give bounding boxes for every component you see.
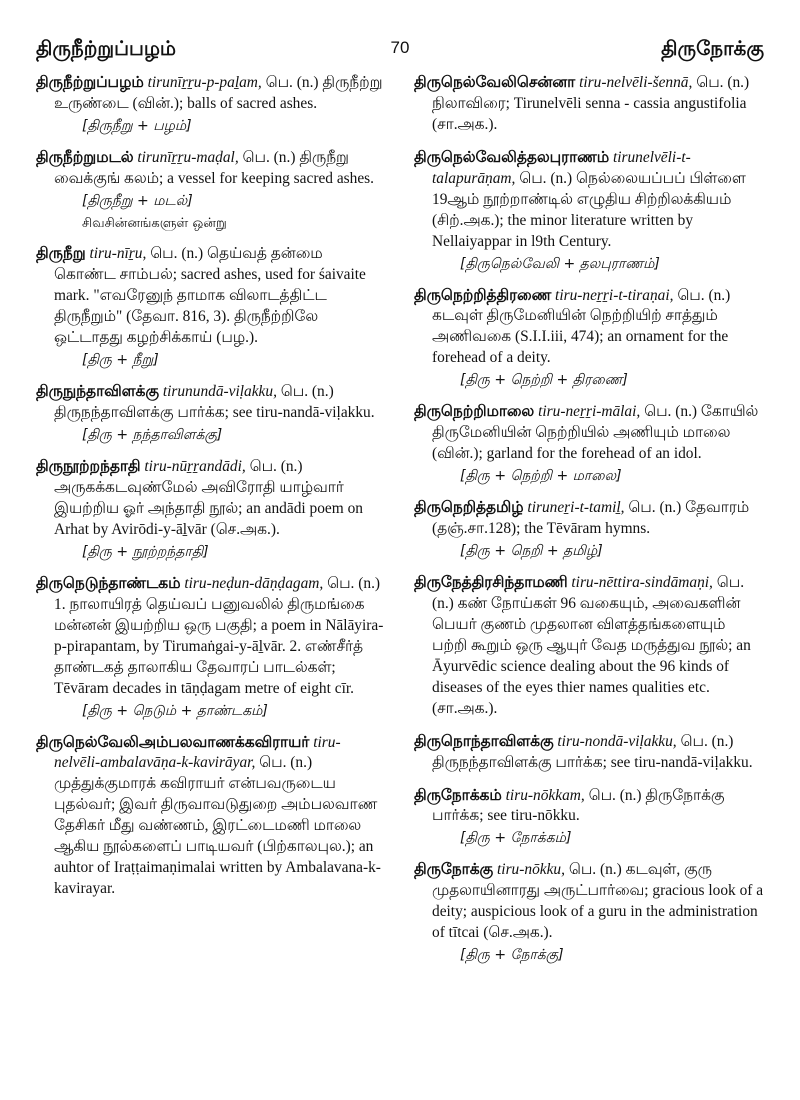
dictionary-entry — [414, 859, 764, 965]
entry-transliteration: tiru-nūṟṟandādi, — [144, 458, 246, 476]
entry-transliteration: tirunundā-viḷakku, — [162, 383, 277, 401]
entry-transliteration: tiru-nīṟu, — [89, 245, 147, 263]
entry-headword: திருநோக்கு — [414, 860, 494, 879]
entry-etymology: [திருநீறு + பழம்] — [82, 117, 192, 134]
entry-definition: பெ. (n.) கடவுள் திருமேனியின் நெற்றியிற் சாத்தும் அணிவகை (S.I.I.iii, 474); an ornament for the forehead of a deity. — [432, 286, 731, 367]
left-column — [36, 72, 386, 976]
entry-etymology: [திரு + நந்தாவிளக்கு] — [82, 427, 223, 444]
entry-definition: பெ. (n.) தேவாரம் (தஞ்.சா.128); the Tēvāram hymns. — [432, 499, 750, 538]
entry-definition: பெ. (n.) அருகக்கடவுண்மேல் அவிரோதி யாழ்வார் இயற்றிய ஓர் அந்தாதி நூல்; an andādi poem on Arhat by Avirōdi-y-āḻvār (செ.அக.). — [54, 458, 363, 538]
entry-etymology: [திரு + நோக்கு] — [460, 947, 564, 964]
entry-etymology: [திரு + நீறு] — [82, 352, 159, 369]
entry-headword: திருநெல்வேலித்தலபுராணம் — [414, 147, 610, 166]
page-number: 70 — [390, 38, 410, 57]
entry-transliteration: tirunelvēli-t-talapurāṇam, — [432, 148, 691, 187]
entry-etymology: [திரு + நூற்றந்தாதி] — [82, 543, 209, 560]
entry-etymology: [திருநெல்வேலி + தலபுராணம்] — [460, 255, 660, 272]
header-right-guideword: திருநோக்கு — [661, 36, 764, 60]
dictionary-entry — [414, 147, 764, 274]
dictionary-entry — [414, 785, 764, 849]
entry-headword: திருநொந்தாவிளக்கு — [414, 731, 554, 750]
entry-headword: திருநெடுந்தாண்டகம் — [36, 573, 181, 592]
dictionary-entry — [414, 497, 764, 561]
entry-headword: திருநெற்றித்திரணை — [414, 285, 552, 304]
dictionary-entry — [36, 573, 386, 721]
entry-headword: திருநூற்றந்தாதி — [36, 457, 141, 476]
entry-transliteration: tiru-neṟṟi-t-tiraṇai, — [555, 286, 674, 304]
dictionary-entry — [36, 381, 386, 445]
entry-definition: பெ. (n.) தெய்வத் தன்மை கொண்ட சாம்பல்; sacred ashes, used for śaivaite mark. "எவரேனுந் தாமாக விலாடத்திட்ட திருநீறும்" (தேவா. 816, 3). திருநீற்றிலே ஒட்டாதது கழற்சிக்காய் (பழ.). — [54, 245, 366, 347]
entry-headword: திருநோக்கம் — [414, 785, 502, 804]
entry-definition: பெ. (n.) திருநீறு வைக்குங் கலம்; a vessel for keeping sacred ashes. — [54, 148, 375, 187]
entry-transliteration: tiru-nondā-viḷakku, — [557, 732, 677, 750]
entry-headword: திருநீற்றுப்பழம் — [36, 73, 144, 91]
entry-definition: பெ. (n.) நிலாவிரை; Tirunelvēli senna - cassia angustifolia (சா.அக.). — [432, 74, 750, 133]
entry-transliteration: tiru-nēttira-sindāmaṇi, — [571, 574, 713, 592]
entry-headword: திருநீறு — [36, 244, 86, 263]
entry-etymology: [திரு + நெடும் + தாண்டகம்] — [82, 702, 268, 719]
entry-headword: திருநெற்றிமாலை — [414, 402, 535, 421]
entry-transliteration: tiru-nelvēli-ambalavāṇa-k-kavirāyar, — [54, 733, 341, 772]
entry-transliteration: tiru-nelvēli-šennā, — [579, 74, 693, 91]
entry-headword: திருநெறித்தமிழ் — [414, 498, 524, 517]
page-header — [36, 28, 764, 72]
entry-etymology: [திரு + நெறி + தமிழ்] — [460, 543, 603, 560]
entry-transliteration: tiruneṟi-t-tamiḻ, — [527, 499, 625, 517]
entry-headword: திருநுந்தாவிளக்கு — [36, 382, 159, 401]
dictionary-entry — [36, 456, 386, 562]
entry-definition: பெ. (n.) திருநந்தாவிளக்கு பார்க்க; see tiru-nandā-viḷakku. — [432, 732, 753, 771]
entry-definition: பெ. (n.) நெல்லையப்பப் பிள்ளை 19ஆம் நூற்றாண்டில் எழுதிய சிற்றிலக்கியம் (சிற்.அக.); the minor literature written by Nellaiyappar in l9th Century. — [432, 169, 746, 250]
columns — [36, 72, 764, 976]
entry-etymology: [திரு + நெற்றி + மாலை] — [460, 468, 622, 485]
entry-definition: பெ. (n.) 1. நாலாயிரத் தெய்வப் பனுவலில் திருமங்கை மன்னன் இயற்றிய ஒரு பகுதி; a poem in Nālāyira-p-pirapantam, by Tirumaṅgai-y-āḻvār. 2. எண்சீர்த் தாண்டகத் தாலாகிய தேவாரப் பாடல்கள்; Tēvāram decades in tāṇḍagam metre of eight cīr. — [54, 574, 384, 697]
dictionary-entry — [414, 731, 764, 774]
entry-definition: பெ. (n.) திருநோக்கு பார்க்க; see tiru-nōkku. — [432, 786, 725, 825]
entry-etymology: [திருநீறு + மடல்] — [82, 192, 193, 209]
entry-transliteration: tirunīṟṟu-maḍal, — [137, 148, 239, 166]
entry-definition: பெ. (n.) திருநந்தாவிளக்கு பார்க்க; see tiru-nandā-viḷakku. — [54, 383, 375, 422]
entry-headword: திருநேத்திரசிந்தாமணி — [414, 573, 568, 592]
entry-definition: பெ. (n.) கண் நோய்கள் 96 வகையும், அவைகளின் பெயர் குணம் முதலான விளத்தங்களையும் பற்றி கூறும் ஒரு ஆயுர் வேத மருத்துவ நூல்; an Āyurvēdic science dealing about the 96 kinds of diseases of the eyes thier names qualities etc. (சா.அக.). — [432, 574, 751, 717]
entry-definition: பெ. (n.) முத்துக்குமாரக் கவிராயர் என்பவருடைய புதல்வர்; இவர் திருவாவடுதுறை அம்பலவாண தேசிகர் மீது வண்ணம், இரட்டைமணி மாலை ஆகிய நூல்களைப் பாடியவர் (பிற்காலபுல.); an auhtor of Iraṭṭaimaṇimalai written by Ambalavana-k-kavirayar. — [54, 754, 381, 898]
dictionary-entry — [414, 401, 764, 486]
entry-definition: பெ. (n.) திருநீற்று உருண்டை (வின்.); balls of sacred ashes. — [54, 74, 383, 112]
entry-etymology: [திரு + நோக்கம்] — [460, 830, 572, 847]
dictionary-entry — [36, 732, 386, 901]
entry-headword: திருநெல்வேலிசென்னா — [414, 73, 576, 91]
dictionary-entry — [36, 243, 386, 370]
entry-transliteration: tiru-neḍun-dāṇḍagam, — [184, 574, 324, 592]
entry-definition: பெ. (n.) கோயில் திருமேனியின் நெற்றியில் அணியும் மாலை (வின்.); garland for the forehead of an idol. — [432, 403, 759, 463]
entry-transliteration: tirunīṟṟu-p-paḻam, — [147, 74, 262, 91]
entry-transliteration: tiru-nōkku, — [497, 861, 565, 879]
dictionary-entry — [36, 72, 386, 136]
entry-transliteration: tiru-nōkkam, — [505, 786, 585, 804]
header-left-guideword: திருநீற்றுப்பழம் — [36, 36, 177, 60]
dictionary-entry — [36, 147, 386, 233]
entry-definition: பெ. (n.) கடவுள், குரு முதலாயினாரது அருட்பார்வை; gracious look of a deity; auspicious look of a guru in the administration of tītcai (செ.அக.). — [432, 861, 764, 942]
entry-headword: திருநீற்றுமடல் — [36, 147, 134, 166]
entry-etymology: [திரு + நெற்றி + திரணை] — [460, 372, 628, 389]
dictionary-entry — [414, 285, 764, 391]
right-column — [414, 72, 764, 976]
entry-headword: திருநெல்வேலிஅம்பலவாணக்கவிராயர் — [36, 732, 310, 751]
entry-note: சிவசின்னங்களுள் ஒன்று — [82, 215, 227, 231]
dictionary-entry — [414, 72, 764, 136]
dictionary-entry — [414, 572, 764, 720]
entry-transliteration: tiru-neṟṟi-mālai, — [538, 403, 641, 421]
